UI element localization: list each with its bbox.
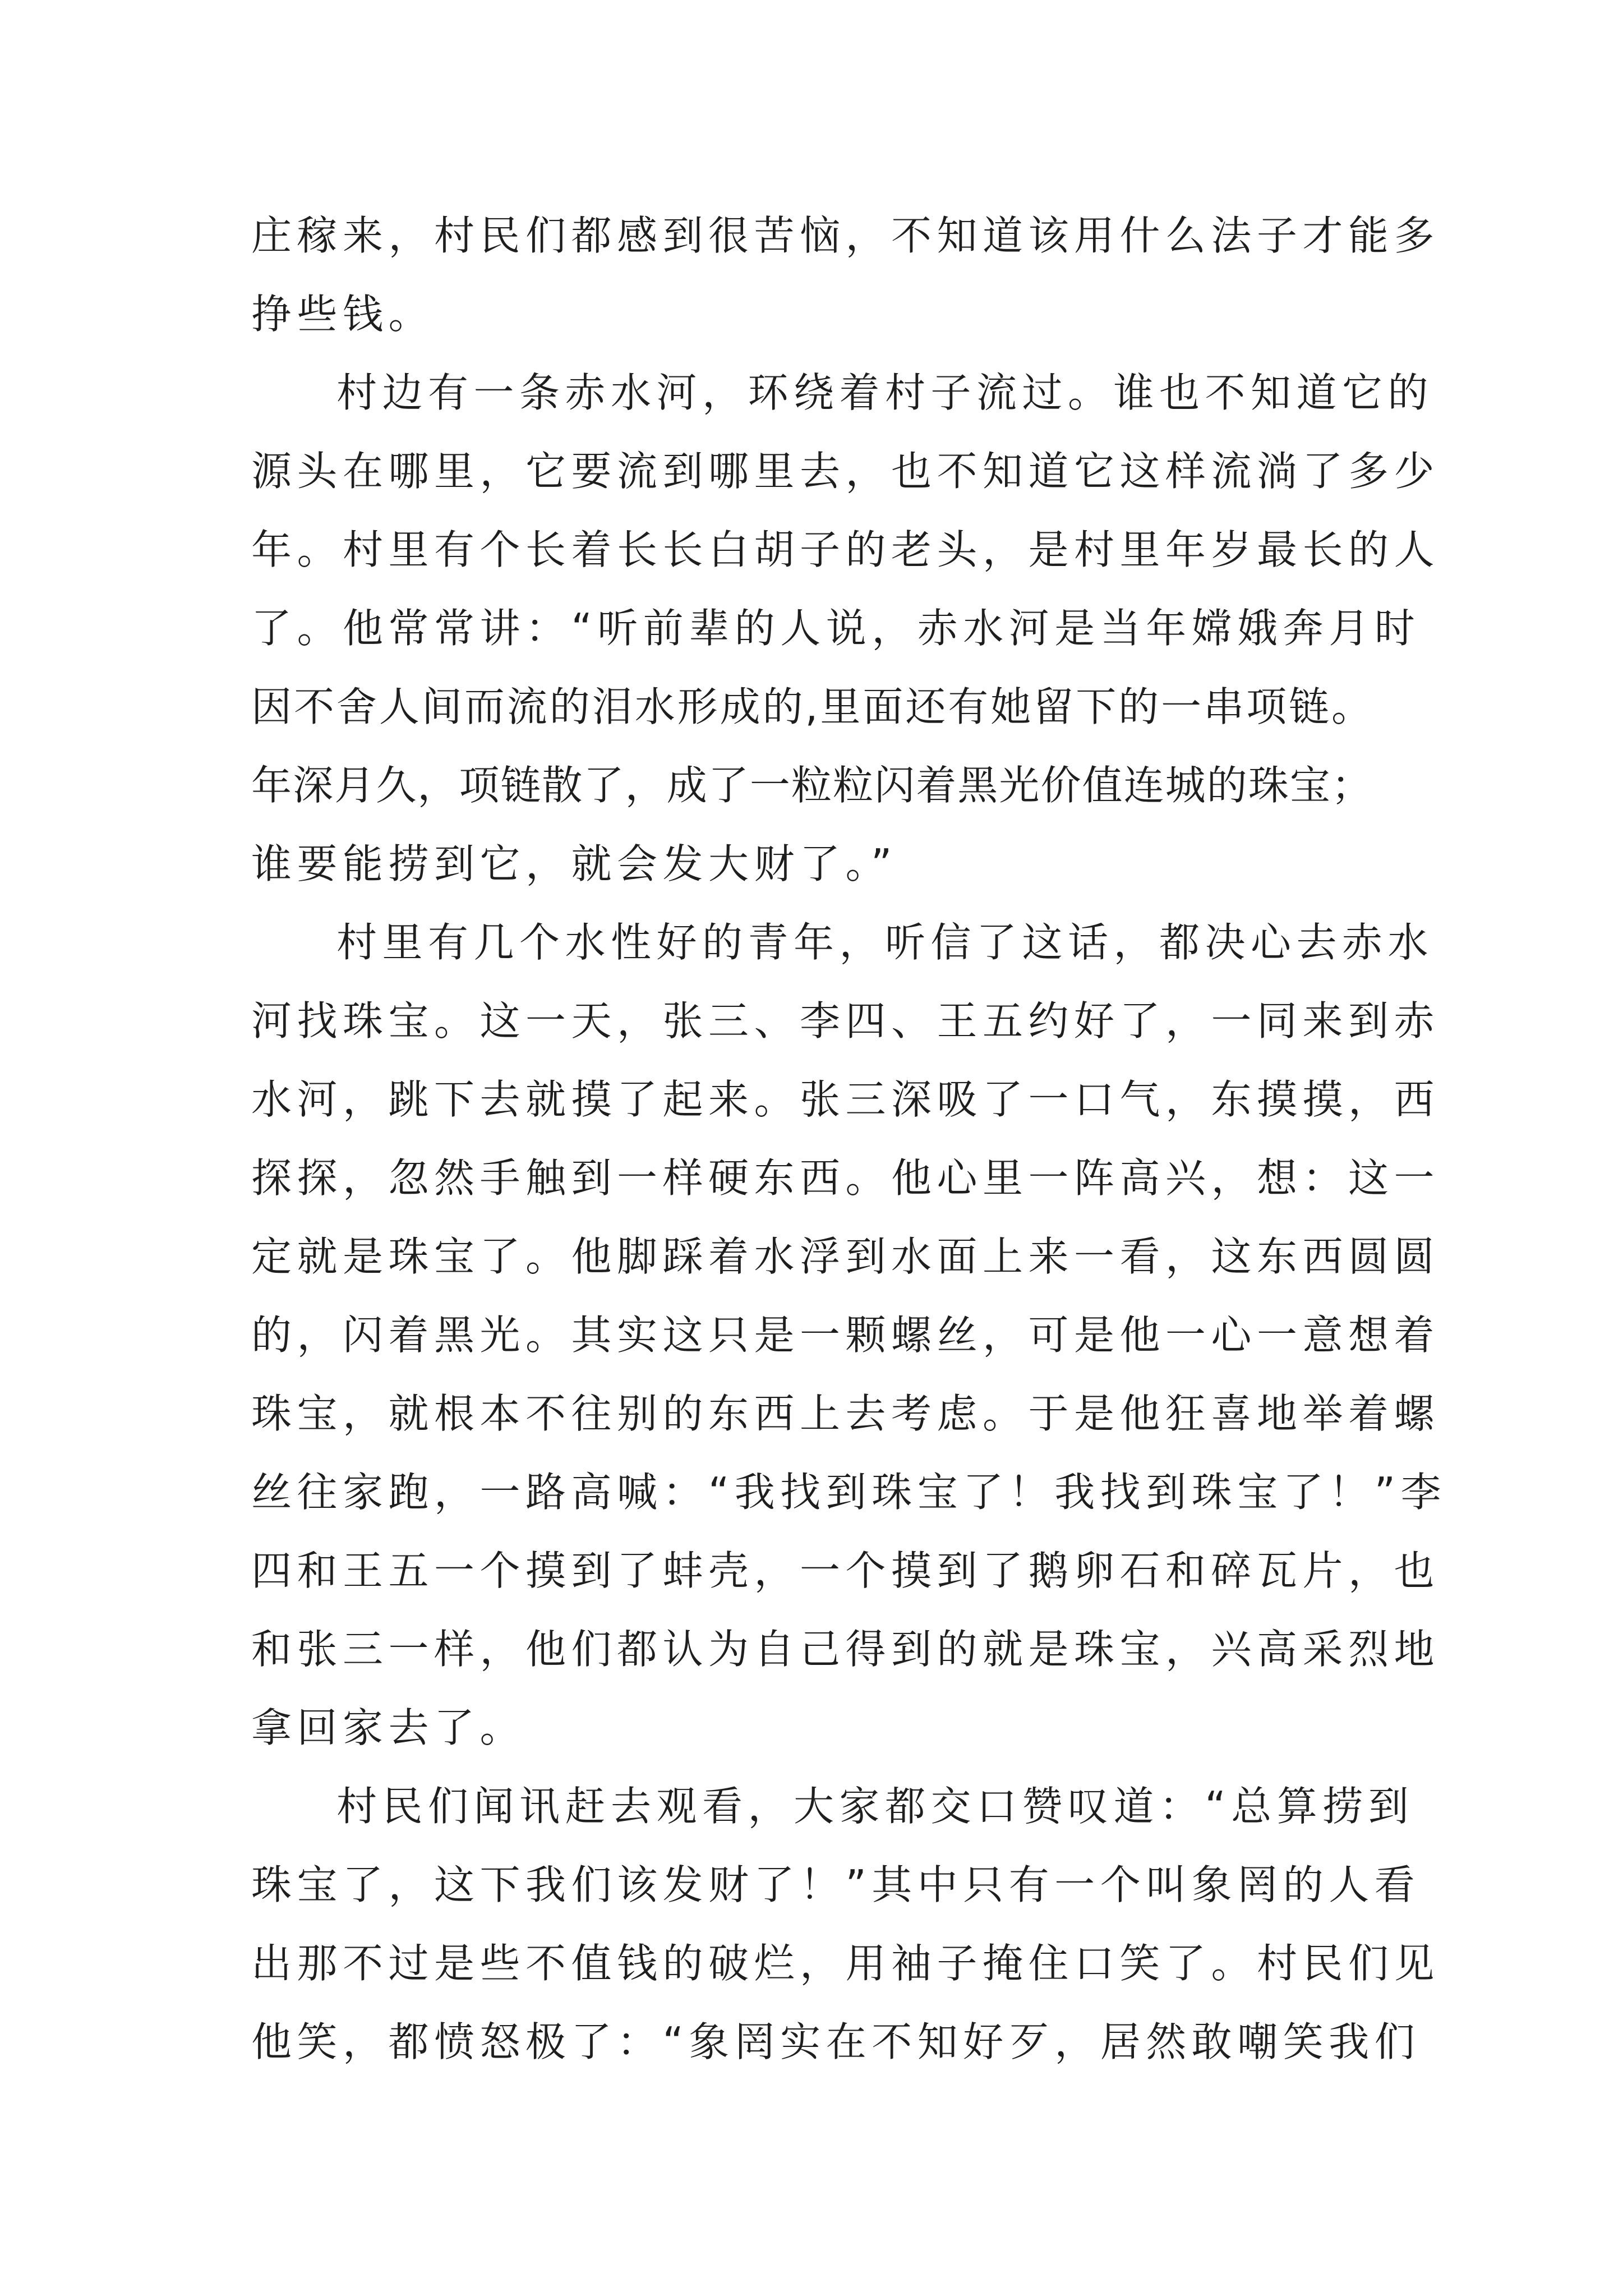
text-line: 年。村里有个长着长长白胡子的老头，是村里年岁最长的人 bbox=[251, 526, 1440, 573]
text-line: 源头在哪里，它要流到哪里去，也不知道它这样流淌了多少 bbox=[251, 448, 1440, 495]
text-line: 庄稼来，村民们都感到很苦恼，不知道该用什么法子才能多 bbox=[251, 212, 1440, 259]
text-line: 因不舍人间而流的泪水形成的,里面还有她留下的一串项链。 bbox=[251, 683, 1373, 730]
text-line: 和张三一样，他们都认为自己得到的就是珠宝，兴高采烈地 bbox=[251, 1626, 1440, 1673]
text-line: 珠宝了，这下我们该发财了！”其中只有一个叫象罔的人看 bbox=[251, 1861, 1421, 1908]
text-line: 探探，忽然手触到一样硬东西。他心里一阵高兴，想：这一 bbox=[251, 1154, 1440, 1202]
paragraph-first-line: 村里有几个水性好的青年，听信了这话，都决心去赤水 bbox=[336, 919, 1434, 966]
text-line: 年深月久，项链散了，成了一粒粒闪着黑光价值连城的珠宝； bbox=[251, 762, 1373, 809]
text-line: 拿回家去了。 bbox=[251, 1704, 526, 1751]
paragraph-first-line: 村边有一条赤水河，环绕着村子流过。谁也不知道它的 bbox=[336, 369, 1434, 416]
text-line: 丝往家跑，一路高喊：“我找到珠宝了！我找到珠宝了！”李 bbox=[251, 1469, 1447, 1516]
text-line: 出那不过是些不值钱的破烂，用袖子掩住口笑了。村民们见 bbox=[251, 1940, 1440, 1987]
text-line: 挣些钱。 bbox=[251, 291, 435, 338]
text-line: 的，闪着黑光。其实这只是一颗螺丝，可是他一心一意想着 bbox=[251, 1312, 1440, 1359]
text-line: 他笑，都愤怒极了：“象罔实在不知好歹，居然敢嘲笑我们 bbox=[251, 2018, 1421, 2065]
text-line: 谁要能捞到它，就会发大财了。” bbox=[251, 840, 897, 887]
text-line: 四和王五一个摸到了蚌壳，一个摸到了鹅卵石和碎瓦片，也 bbox=[251, 1547, 1440, 1594]
text-line: 定就是珠宝了。他脚踩着水浮到水面上来一看，这东西圆圆 bbox=[251, 1233, 1440, 1280]
text-line: 了。他常常讲：“听前辈的人说，赤水河是当年嫦娥奔月时 bbox=[251, 605, 1421, 652]
text-line: 珠宝，就根本不往别的东西上去考虑。于是他狂喜地举着螺 bbox=[251, 1390, 1440, 1437]
text-line: 河找珠宝。这一天，张三、李四、王五约好了，一同来到赤 bbox=[251, 997, 1440, 1045]
text-line: 水河，跳下去就摸了起来。张三深吸了一口气，东摸摸，西 bbox=[251, 1076, 1440, 1123]
paragraph-first-line: 村民们闻讯赶去观看，大家都交口赞叹道：“总算捞到 bbox=[336, 1783, 1414, 1830]
